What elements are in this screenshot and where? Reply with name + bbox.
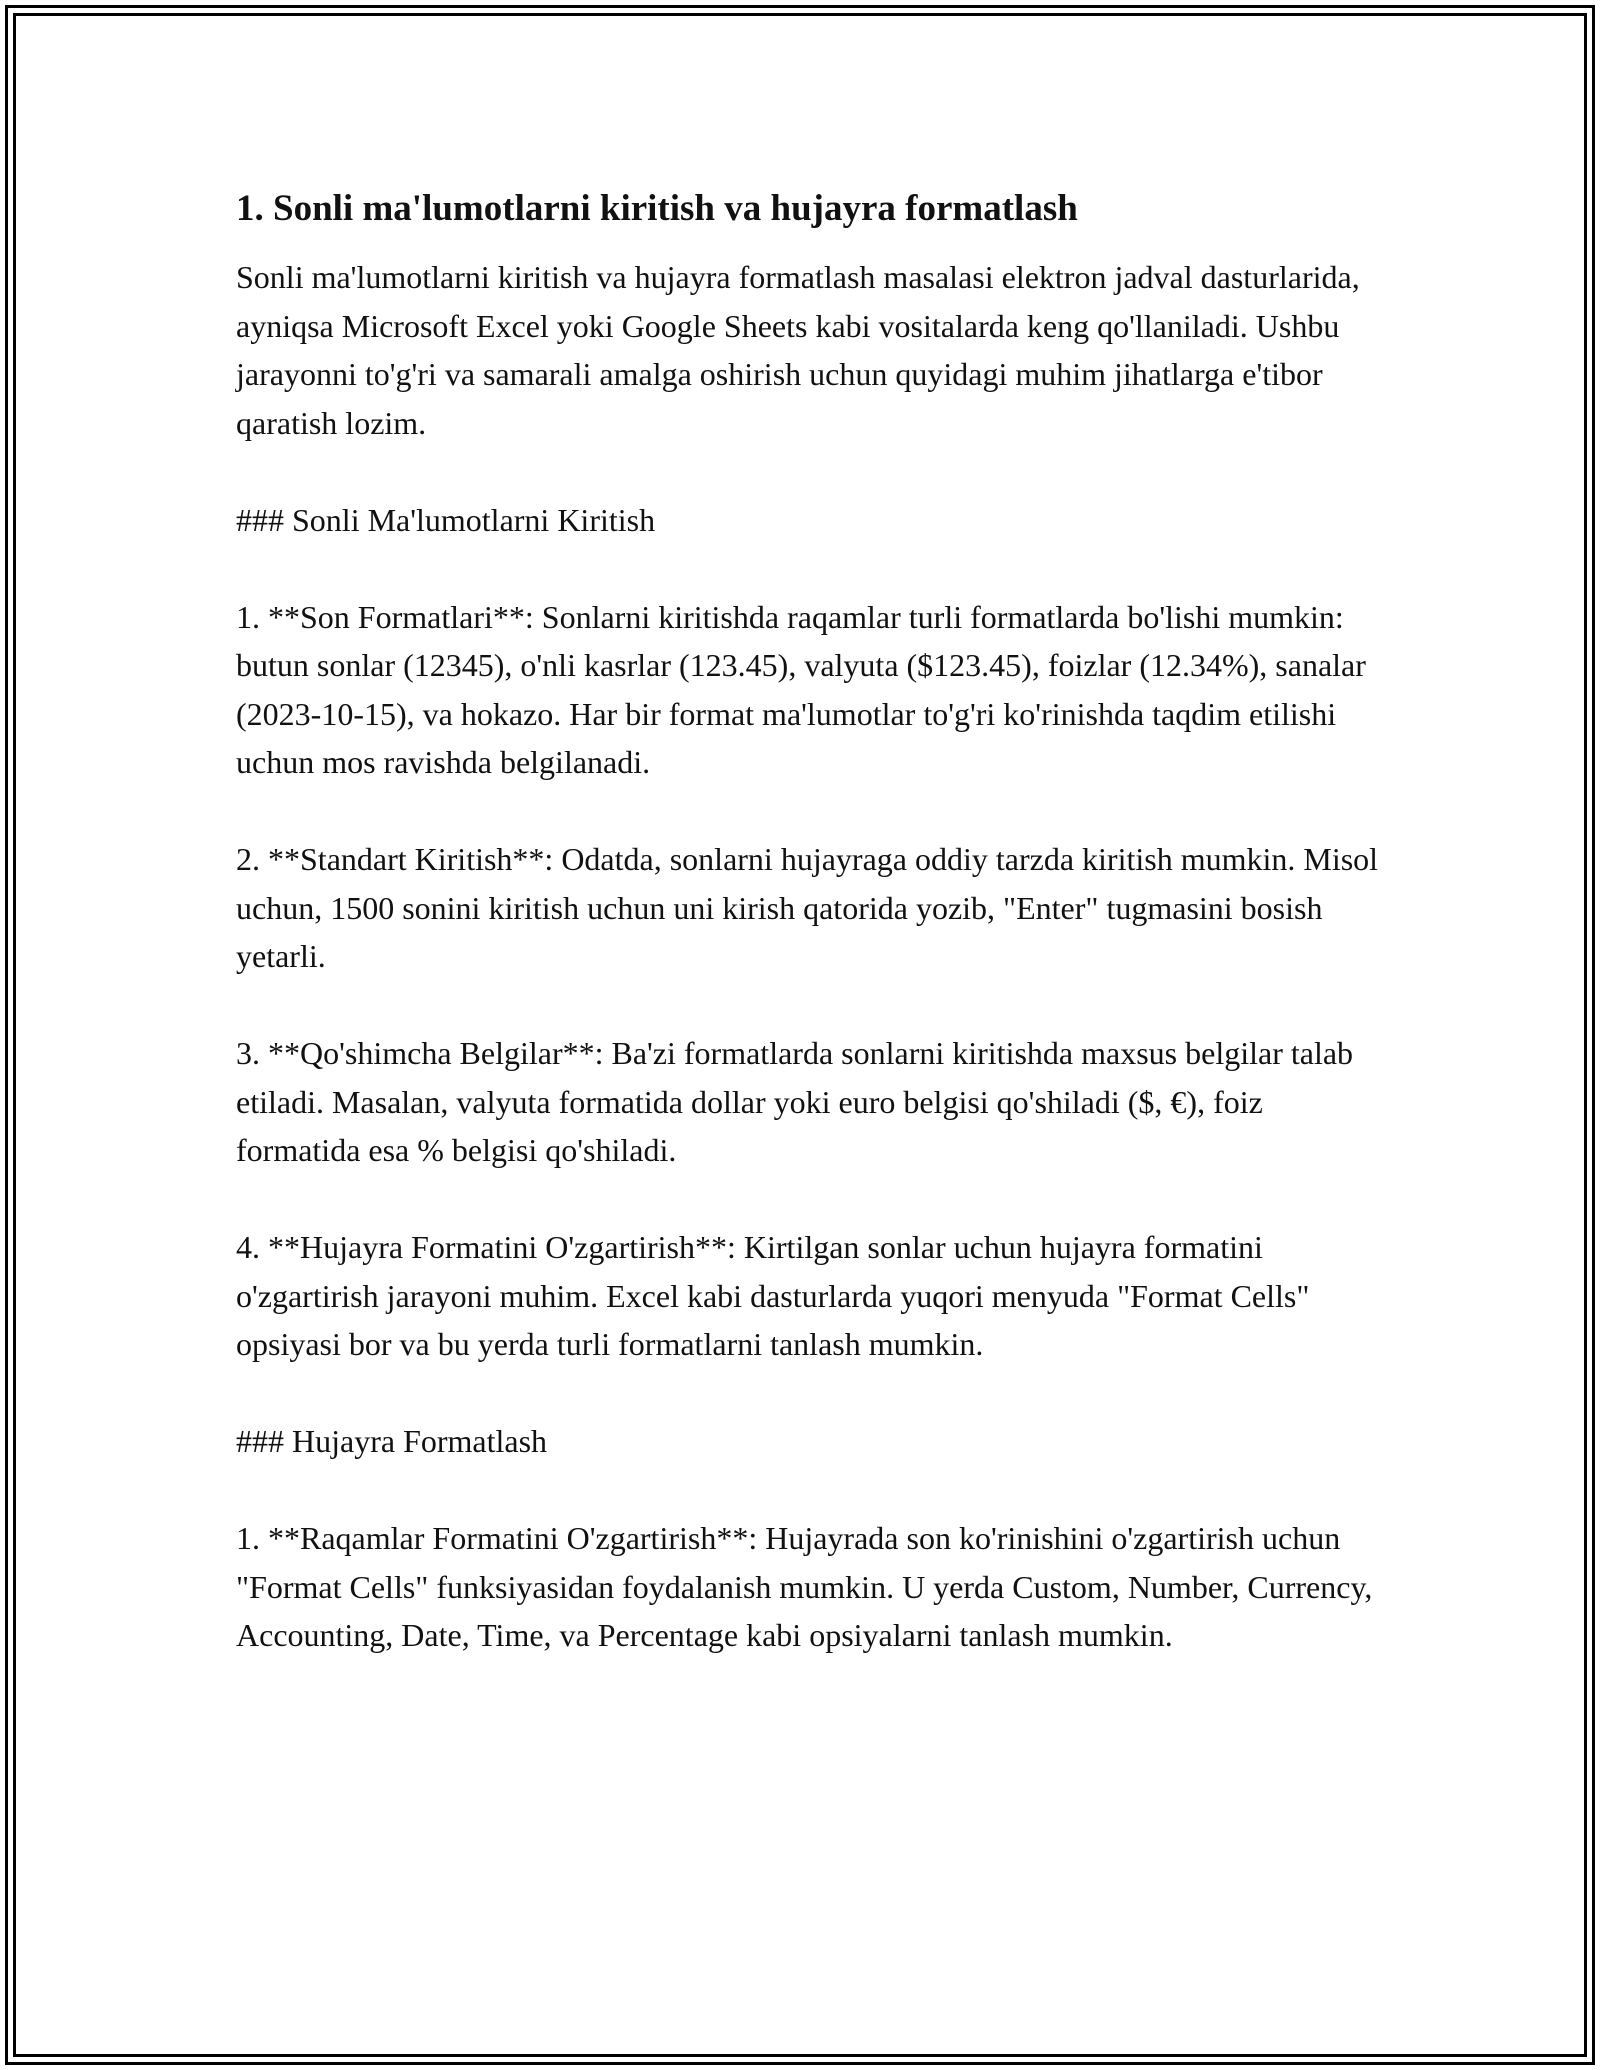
list-item-son-formatlari: 1. **Son Formatlari**: Sonlarni kiritishda raqamlar turli formatlarda bo'lishi mumkin: butun sonlar (12345), o'nli kasrlar (123.45), valyuta ($123.45), foizlar (12.34%), sanalar (2023-10-15), va hokazo. Har bir format ma'lumotlar to'g'ri ko'rinishda taqdim etilishi uchun mos ravishda belgilanadi. <box>236 598 1366 780</box>
list-item-raqamlar-formatini: 1. **Raqamlar Formatini O'zgartirish**: Hujayrada son ko'rinishini o'zgartirish uchun "Format Cells" funksiyasidan foydalanish mumkin. U yerda Custom, Number, Currency, Accounting, Date, Time, va Percentage kabi opsiyalarni tanlash mumkin. <box>236 1520 1373 1653</box>
list-item-hujayra-formatini: 4. **Hujayra Formatini O'zgartirish**: Kirtilgan sonlar uchun hujayra formatini o'zgartirish jarayoni muhim. Excel kabi dasturlarda yuqori menyuda "Format Cells" opsiyasi bor va bu yerda turli formatlarni tanlash mumkin. <box>236 1229 1310 1362</box>
intro-paragraph: Sonli ma'lumotlarni kiritish va hujayra formatlash masalasi elektron jadval dasturlarida, ayniqsa Microsoft Excel yoki Google Sheets kabi vositalarda keng qo'llaniladi. Ushbu jarayonni to'g'ri va samarali amalga oshirish uchun quyidagi muhim jihatlarga e'tibor qaratish lozim. <box>236 259 1360 441</box>
document-title: 1. Sonli ma'lumotlarni kiritish va hujayra formatlash <box>236 188 1078 229</box>
section-heading-kiritish: ### Sonli Ma'lumotlarni Kiritish <box>236 501 656 538</box>
list-item-qoshimcha-belgilar: 3. **Qo'shimcha Belgilar**: Ba'zi formatlarda sonlarni kiritishda maxsus belgilar talab etiladi. Masalan, valyuta formatida dollar yoki euro belgisi qo'shiladi ($, €), foiz formatida esa % belgisi qo'shiladi. <box>236 1035 1354 1168</box>
list-item-standart-kiritish: 2. **Standart Kiritish**: Odatda, sonlarni hujayraga oddiy tarzda kiritish mumkin. Misol uchun, 1500 sonini kiritish uchun uni kirish qatorida yozib, "Enter" tugmasini bosish yetarli. <box>236 841 1379 974</box>
section-heading-formatlash: ### Hujayra Formatlash <box>236 1423 548 1459</box>
document-body <box>236 185 1381 1660</box>
